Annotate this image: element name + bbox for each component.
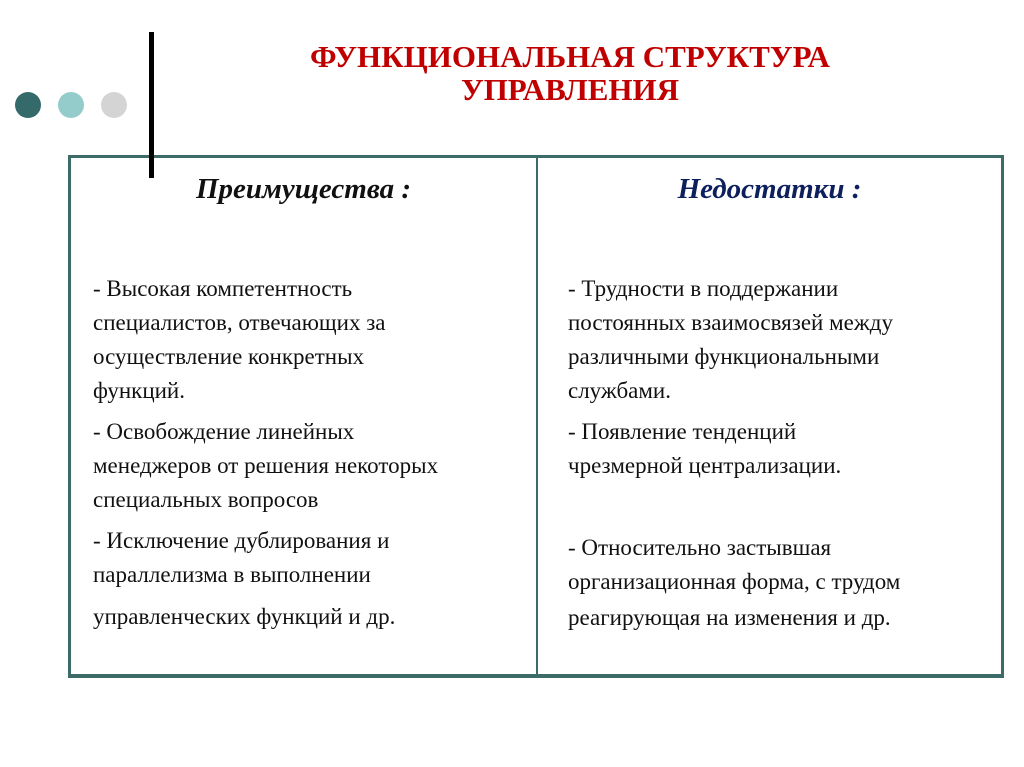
disadvantage-item <box>568 415 998 483</box>
advantage-line: - Исключение дублирования и <box>93 528 390 553</box>
advantage-line: специалистов, отвечающих за <box>93 310 386 335</box>
disadvantage-line: службами. <box>568 378 671 403</box>
disadvantage-line: - Появление тенденций <box>568 419 797 444</box>
advantage-line: менеджеров от решения некоторых <box>93 453 439 478</box>
comparison-table <box>68 155 1004 678</box>
advantage-line: - Освобождение линейных <box>93 419 355 444</box>
advantage-item <box>93 524 533 634</box>
light-teal-dot-icon <box>58 92 84 118</box>
advantage-line: специальных вопросов <box>93 487 319 512</box>
disadvantages-column <box>538 158 1001 674</box>
disadvantage-line: реагирующая на изменения и др. <box>568 605 891 630</box>
advantage-item <box>93 272 533 408</box>
advantages-heading: Преимущества : <box>195 173 412 205</box>
disadvantage-item <box>568 272 998 408</box>
slide-title-line2: УПРАВЛЕНИЯ <box>460 72 680 107</box>
vertical-accent-line <box>149 32 154 178</box>
advantage-line: функций. <box>93 378 185 403</box>
advantage-item <box>93 415 533 517</box>
advantage-line: - Высокая компетентность <box>93 276 353 301</box>
advantage-line: осуществление конкретных <box>93 344 365 369</box>
disadvantage-line: различными функциональными <box>568 344 880 369</box>
advantage-line: параллелизма в выполнении <box>93 562 371 587</box>
dark-teal-dot-icon <box>15 92 41 118</box>
advantage-line: управленческих функций и др. <box>93 604 396 629</box>
disadvantage-line: организационная форма, с трудом <box>568 569 901 594</box>
advantages-column <box>71 158 536 674</box>
slide-title <box>260 40 880 106</box>
gray-dot-icon <box>101 92 127 118</box>
slide-title-line1: ФУНКЦИОНАЛЬНАЯ СТРУКТУРА <box>310 39 830 74</box>
disadvantage-line: чрезмерной централизации. <box>568 453 842 478</box>
disadvantage-line: постоянных взаимосвязей между <box>568 310 893 335</box>
disadvantage-line: - Относительно застывшая <box>568 535 832 560</box>
disadvantage-item <box>568 531 998 635</box>
disadvantages-heading: Недостатки : <box>677 173 862 205</box>
disadvantage-line: - Трудности в поддержании <box>568 276 839 301</box>
